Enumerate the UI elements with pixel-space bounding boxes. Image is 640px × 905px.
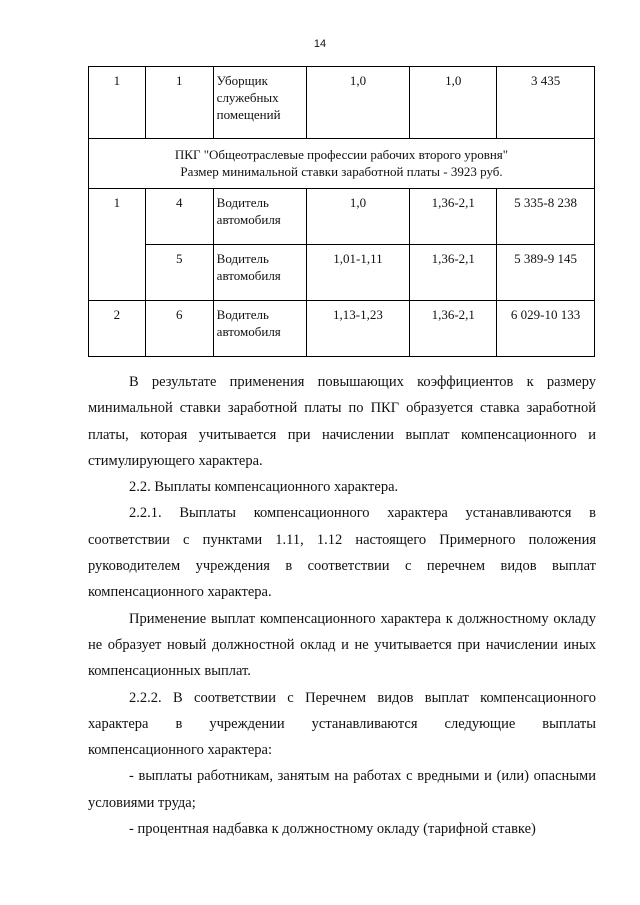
- table-cell: 4: [145, 189, 213, 245]
- paragraph: 2.2.1. Выплаты компенсационного характера устанавливаются в соответствии с пунктами 1.11, 1.12 настоящего Примерного положения руководителем учреждения в соответствии с перечнем видов выплат компенсационного характера.: [88, 505, 596, 601]
- table-cell: Водитель автомобиля: [213, 189, 306, 245]
- table-cell: 1,0: [306, 67, 410, 139]
- table-cell: 1,0: [410, 67, 497, 139]
- table-cell: 1,13-1,23: [306, 301, 410, 357]
- table-cell: 3 435: [497, 67, 595, 139]
- body-text: [88, 369, 596, 842]
- table-cell: 5 335-8 238: [497, 189, 595, 245]
- paragraph: Применение выплат компенсационного характера к должностному окладу не образует новый должностной оклад и не учитывается при начислении иных компенсационных выплат.: [88, 610, 596, 680]
- paragraph: В результате применения повышающих коэффициентов к размеру минимальной ставки заработной платы по ПКГ образуется ставка заработной платы, которая учитывается при начислении выплат компенсационного и стимулирующего характера.: [88, 374, 596, 469]
- table-cell: 5: [145, 245, 213, 301]
- table-cell: Водитель автомобиля: [213, 301, 306, 357]
- table-cell: 2: [89, 301, 146, 357]
- salary-table: [88, 66, 595, 357]
- group-header-line2: Размер минимальной ставки заработной платы - 3923 руб.: [180, 164, 503, 179]
- table-cell: 1: [145, 67, 213, 139]
- table-cell: 6 029-10 133: [497, 301, 595, 357]
- section-heading: 2.2. Выплаты компенсационного характера.: [129, 479, 399, 496]
- table-cell: 1: [89, 67, 146, 139]
- table-cell: 1,36-2,1: [410, 189, 497, 245]
- table-row: [89, 301, 595, 357]
- paragraph: 2.2.2. В соответствии с Перечнем видов выплат компенсационного характера в учреждении устанавливаются следующие выплаты компенсационного характера:: [88, 689, 596, 759]
- table-row: [89, 189, 595, 245]
- table-cell: 1,36-2,1: [410, 245, 497, 301]
- page-number: 14: [313, 38, 327, 50]
- table-cell: 1: [89, 189, 146, 301]
- table-cell: Водитель автомобиля: [213, 245, 306, 301]
- list-item: - процентная надбавка к должностному окладу (тарифной ставке): [129, 821, 536, 838]
- list-item: - выплаты работникам, занятым на работах с вредными и (или) опасными условиями труда;: [88, 768, 596, 811]
- table-cell: 1,01-1,11: [306, 245, 410, 301]
- table-cell: 1,36-2,1: [410, 301, 497, 357]
- table-cell: 1,0: [306, 189, 410, 245]
- table-cell: Уборщик служебных помещений: [213, 67, 306, 139]
- group-header-cell: [89, 139, 595, 189]
- group-header-line1: ПКГ "Общеотраслевые профессии рабочих второго уровня": [174, 147, 509, 162]
- table-group-header-row: [89, 139, 595, 189]
- table-cell: 5 389-9 145: [497, 245, 595, 301]
- table-cell: 6: [145, 301, 213, 357]
- table-row: [89, 67, 595, 139]
- table-row: [89, 245, 595, 301]
